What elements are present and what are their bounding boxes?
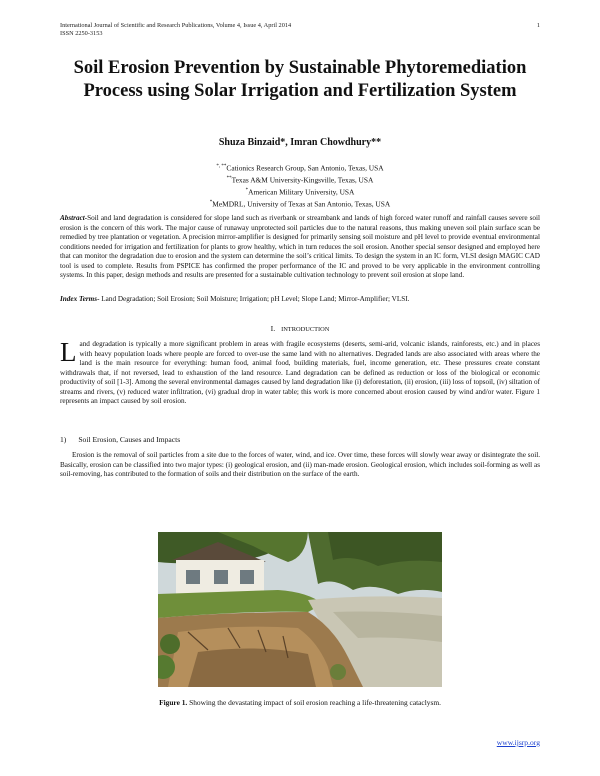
section-number: I. (270, 324, 276, 333)
journal-url-link[interactable]: www.ijsrp.org (496, 738, 540, 747)
subsection-number: 1) (60, 435, 67, 444)
figure-caption (60, 698, 540, 707)
section-heading (60, 324, 540, 333)
index-terms-label: Index Terms- (60, 295, 100, 303)
index-terms-text: Land Degradation; Soil Erosion; Soil Moisture; Irrigation; pH Level; Slope Land; Mirror-Amplifier; VLSI. (99, 295, 410, 303)
affiliation-text: Texas A&M University-Kingsville, Texas, USA (231, 175, 374, 185)
affiliation-4 (60, 198, 540, 210)
affiliation-2 (60, 174, 540, 186)
affiliation-1 (60, 162, 540, 174)
affiliation-text: MeMDRL, University of Texas at San Antonio, Texas, USA (212, 199, 391, 209)
abstract (60, 214, 540, 281)
subsection-heading (60, 435, 180, 444)
affiliation-mark: ** (226, 175, 232, 181)
affiliations (60, 162, 540, 210)
paper-title: Soil Erosion Prevention by Sustainable Phytoremediation Process using Solar Irrigation and Fertilization System (73, 58, 527, 101)
abstract-label: Abstract- (60, 214, 88, 222)
figure-caption-text: Showing the devastating impact of soil erosion reaching a life-threatening cataclysm. (187, 698, 441, 707)
erosion-photo-illustration (158, 532, 442, 687)
abstract-text: Soil and land degradation is considered for slope land such as riverbank or streambank and lands of high forced water runoff and rainfall causes severe soil erosion is the concern of this work. The major cause of runaway unprotected soil particles due to the natural reasons, thus making uneven soil plain surface scan be remedied by tree plantation or vegetation. A precision mirror-amplifier is designed for primarily sensing soil moisture and pH level to provide eventual environmental conditions needed for irrigation and fertilization for plants to grow healthy, which in turn reduces the soil erosion. Another special sensor designed and employed here that can monitor the degradation due to erosion and the system can determine the soil’s critical limits. To design the system in an IC form, VLSI design MAGIC CAD tool is used to complete. Results from PSPICE has confirmed the proper performance of the IC and proved to be very applicable in the environment controlling systems. In this paper, design methods and results are presented for a sustainable cultivation technology to prevent soil erosion at slope land. (60, 214, 540, 279)
affiliation-text: Cationics Research Group, San Antonio, Texas, USA (226, 163, 384, 173)
subsection-paragraph: Erosion is the removal of soil particles from a site due to the forces of water, wind, and ice. Over time, these forces will slowly wear away or disintegrate the soil. Basically, erosion can be classified into two major types: (i) geological erosion, and (ii) man-made erosion. Geological erosion, which includes soil-forming as well as soil-removing, has contributed to the formation of soils and their distribution on the surface of the earth. (60, 451, 540, 478)
introduction-text: and degradation is typically a more significant problem in areas with fragile ecosystems (deserts, semi-arid, volcanic islands, rainforests, etc.) and in places with heavy population loads where people are forced to over-use the same land with no alternatives. Degraded lands are also associated with areas where the land is the main resource for everything: human food, animal food, building materials, fuel, income generation, etc. These pressures create constant withdrawals that, if not reversed, lead to exhaustion of the land resource. Land degradation can be defined as reduction or loss of the biological or economic productivity of soil [1-3]. Among the several environmental damages caused by land degradation like (i) deforestation, (ii) erosion, (iii) loss of topsoil, (iv) siltation of streams and rivers, (v) reduced water infiltration, (vi) gradual drop in water table; this work is more concerned about erosion caused by wind and/or water. Figure 1 represents an impact caused by soil erosion. (60, 340, 540, 405)
index-terms (60, 295, 540, 305)
page-number: 1 (536, 22, 540, 29)
affiliation-mark: * (245, 187, 249, 193)
journal-line: International Journal of Scientific and Research Publications, Volume 4, Issue 4, April 2014 (60, 22, 292, 29)
affiliation-mark: *, ** (216, 164, 227, 169)
author-list: Shuza Binzaid*, Imran Chowdhury** (218, 137, 382, 148)
figure-label: Figure 1. (159, 698, 188, 707)
issn-line: ISSN 2250-3153 (60, 30, 103, 37)
drop-cap: L (60, 337, 77, 367)
affiliation-text: American Military University, USA (248, 187, 355, 197)
introduction-paragraph (60, 337, 540, 407)
running-header (60, 22, 540, 38)
erosion-photo (158, 532, 442, 687)
subsection-title: Soil Erosion, Causes and Impacts (78, 435, 181, 444)
section-title: INTRODUCTION (281, 326, 330, 333)
affiliation-mark: * (209, 199, 213, 205)
affiliation-3 (60, 186, 540, 198)
